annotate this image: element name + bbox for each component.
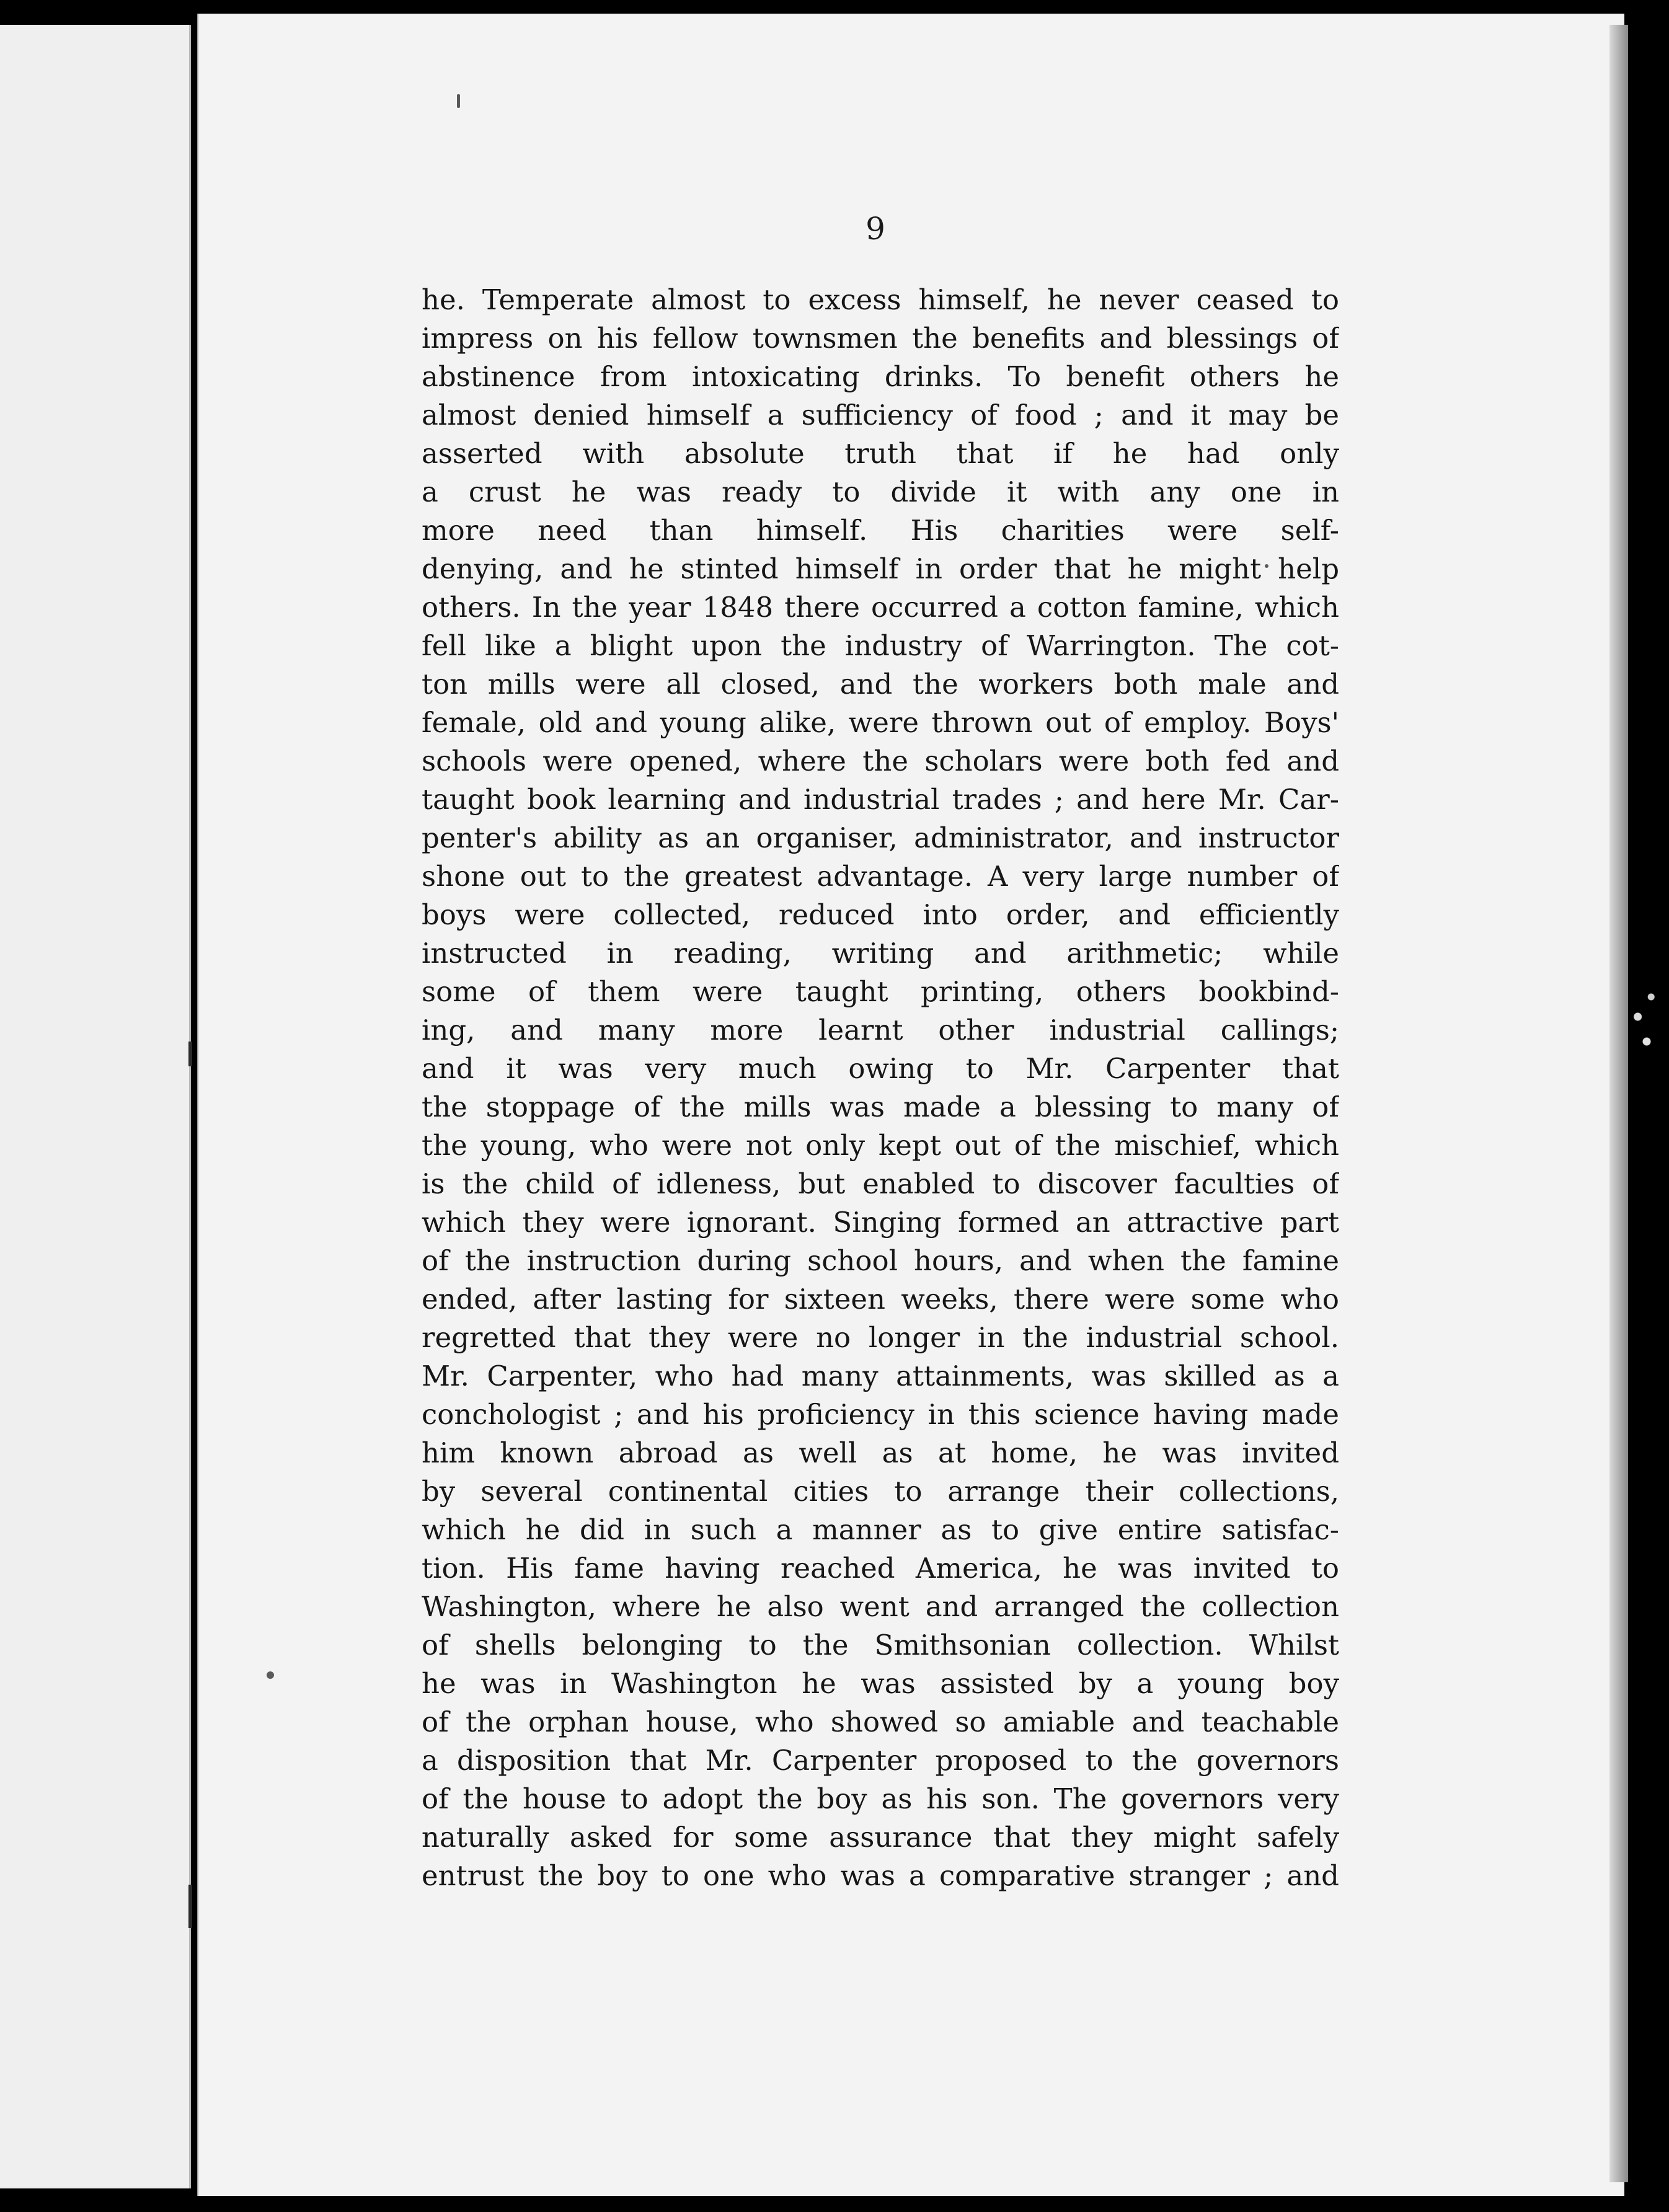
text-line: ended, after lasting for sixteen weeks, there were some who [422, 1283, 1339, 1316]
text-line: boys were collected, reduced into order, and efficiently [422, 898, 1339, 931]
text-line: he. Temperate almost to excess himself, he never ceased to [422, 283, 1339, 316]
text-line: conchologist ; and his proficiency in this science having made [422, 1398, 1339, 1431]
text-line: of the orphan house, who showed so amiable and teachable [422, 1705, 1339, 1738]
page-edge-shadow [1609, 25, 1628, 2182]
text-line: impress on his fellow townsmen the benefits and blessings of [422, 322, 1339, 355]
text-line: of shells belonging to the Smithsonian collection. Whilst [422, 1629, 1339, 1661]
torn-page-edge [1624, 967, 1669, 1066]
text-line: by several continental cities to arrange their collections, [422, 1475, 1339, 1508]
text-line: of the instruction during school hours, and when the famine [422, 1244, 1339, 1277]
text-line: Mr. Carpenter, who had many attainments, was skilled as a [422, 1360, 1339, 1392]
text-line: the stoppage of the mills was made a blessing to many of [422, 1091, 1339, 1123]
text-line: schools were opened, where the scholars were both fed and [422, 745, 1339, 777]
text-line: regretted that they were no longer in the industrial school. [422, 1321, 1339, 1354]
text-line: tion. His fame having reached America, he was invited to [422, 1552, 1339, 1585]
text-line: is the child of idleness, but enabled to discover faculties of [422, 1167, 1339, 1200]
text-line: and it was very much owing to Mr. Carpenter that [422, 1052, 1339, 1085]
text-line: naturally asked for some assurance that they might safely [422, 1821, 1339, 1854]
text-line: almost denied himself a sufficiency of food ; and it may be [422, 399, 1339, 431]
body-text [422, 281, 1339, 1895]
text-line: some of them were taught printing, others bookbind- [422, 975, 1339, 1008]
text-line: him known abroad as well as at home, he was invited [422, 1436, 1339, 1469]
page-number: 9 [865, 211, 885, 247]
text-line: taught book learning and industrial trades ; and here Mr. Car- [422, 783, 1339, 816]
text-line: female, old and young alike, were thrown out of employ. Boys' [422, 706, 1339, 739]
text-line: ing, and many more learnt other industrial callings; [422, 1014, 1339, 1046]
text-line: asserted with absolute truth that if he had only [422, 437, 1339, 470]
text-line: ton mills were all closed, and the workers both male and [422, 668, 1339, 701]
ink-speck [267, 1671, 274, 1679]
text-line: shone out to the greatest advantage. A very large number of [422, 860, 1339, 893]
page-edge-mark [188, 1885, 192, 1928]
text-line: instructed in reading, writing and arithmetic; while [422, 937, 1339, 970]
text-line: of the house to adopt the boy as his son. The governors very [422, 1782, 1339, 1815]
text-line: more need than himself. His charities were self- [422, 514, 1339, 547]
text-line: the young, who were not only kept out of the mischief, which [422, 1129, 1339, 1162]
text-line: entrust the boy to one who was a comparative stranger ; and [422, 1859, 1339, 1892]
text-line: penter's ability as an organiser, administrator, and instructor [422, 821, 1339, 854]
text-line: which they were ignorant. Singing formed an attractive part [422, 1206, 1339, 1239]
text-line: abstinence from intoxicating drinks. To benefit others he [422, 360, 1339, 393]
text-line: he was in Washington he was assisted by a young boy [422, 1667, 1339, 1700]
text-line: others. In the year 1848 there occurred a cotton famine, which [422, 591, 1339, 624]
text-line: denying, and he stinted himself in order that he might help [422, 552, 1339, 585]
text-line: fell like a blight upon the industry of Warrington. The cot- [422, 629, 1339, 662]
text-line: which he did in such a manner as to give entire satisfac- [422, 1513, 1339, 1546]
left-page-blank [0, 25, 191, 2188]
ink-speck [457, 94, 460, 108]
text-line: a disposition that Mr. Carpenter proposed to the governors [422, 1744, 1339, 1777]
text-line: Washington, where he also went and arranged the collection [422, 1590, 1339, 1623]
text-line: a crust he was ready to divide it with any one in [422, 476, 1339, 508]
page-edge-mark [188, 1042, 192, 1066]
